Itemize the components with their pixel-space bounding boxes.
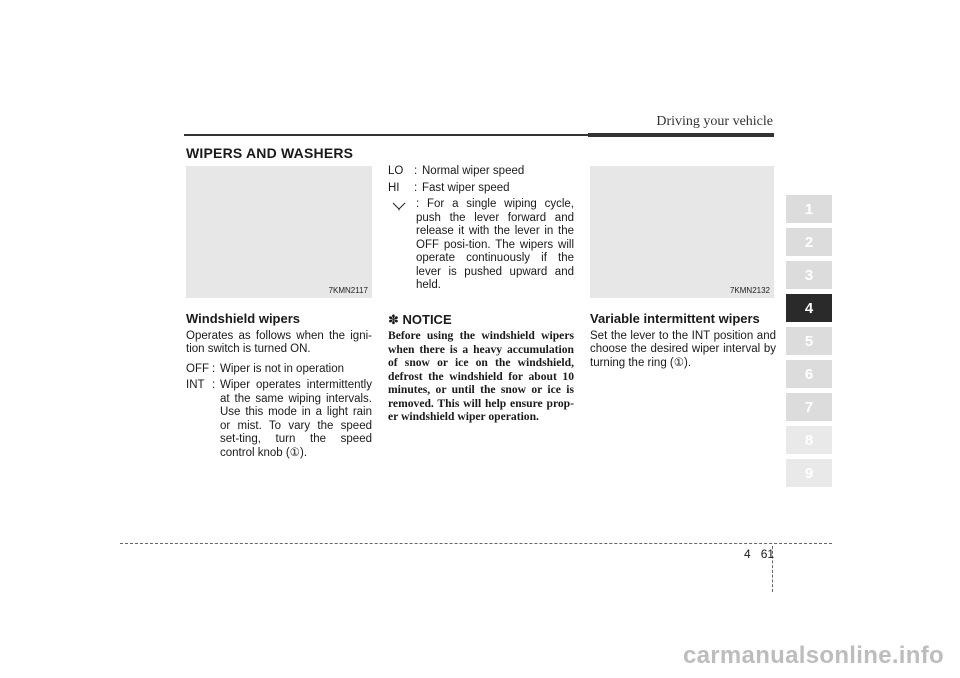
chapter-tab-5[interactable]: 5: [786, 327, 832, 355]
figure-id: 7KMN2132: [729, 286, 770, 295]
watermark: carmanualsonline.info: [682, 642, 944, 669]
item-separator: :: [414, 181, 418, 194]
list-item: [388, 182, 574, 196]
section-title: WIPERS AND WASHERS: [186, 145, 354, 161]
item-separator: :: [212, 362, 216, 375]
chapter-tab-9[interactable]: 9: [786, 459, 832, 487]
item-description: Fast wiper speed: [422, 181, 510, 194]
figure-id: 7KMN2117: [328, 286, 368, 295]
chapter-tab-3[interactable]: 3: [786, 261, 832, 289]
chapter-tab-2[interactable]: 2: [786, 228, 832, 256]
list-item: [186, 363, 372, 377]
page-number: [744, 547, 774, 561]
column-windshield-wipers: [186, 312, 372, 463]
chapter-number: 4: [744, 547, 751, 561]
item-label: OFF: [186, 362, 209, 375]
item-description: Normal wiper speed: [422, 165, 525, 177]
chapter-tab-6[interactable]: 6: [786, 360, 832, 388]
subheading: Windshield wipers: [186, 311, 301, 326]
column-wiper-modes: [388, 165, 574, 424]
mist-wiper-icon: [392, 201, 406, 211]
chapter-tab-7[interactable]: 7: [786, 393, 832, 421]
page-number-value: 61: [760, 547, 775, 561]
notice-body: Before using the windshield wipers when there is a heavy accumulation of snow or ice on the windshield, defrost the windshield for about 10 minutes, or until the snow or ice is removed. This will help ensure prop-er windshield wiper operation.: [388, 329, 574, 423]
chapter-tab-1[interactable]: 1: [786, 195, 832, 223]
wiper-figure-1: [186, 166, 372, 298]
item-separator: :: [414, 165, 418, 177]
chapter-tabs: [786, 195, 832, 492]
item-description: Wiper operates intermittently at the same wiping intervals. Use this mode in a light rain or mist. To vary the speed set-ting, turn the speed control knob (①).: [220, 379, 372, 459]
intro-paragraph: Operates as follows when the igni-tion switch is turned ON.: [186, 329, 372, 355]
item-separator: :: [212, 379, 216, 391]
chapter-tab-4[interactable]: 4: [786, 294, 832, 322]
running-header: Driving your vehicle: [656, 114, 773, 129]
chapter-tab-8[interactable]: 8: [786, 426, 832, 454]
list-item: [186, 379, 372, 460]
footer-rule: [120, 543, 832, 544]
item-label: INT: [186, 379, 205, 391]
item-description: : For a single wiping cycle, push the lever forward and release it with the lever in the OFF posi-tion. The wipers will operate continuously if the lever is pushed upward and held.: [416, 198, 574, 291]
item-label: LO: [388, 165, 404, 177]
header-rule-accent: [588, 133, 774, 137]
body-paragraph: Set the lever to the INT position and choose the desired wiper interval by turning the ring (①).: [590, 329, 776, 369]
wiper-figure-2: [590, 166, 774, 298]
list-item: [388, 165, 574, 179]
item-label: HI: [388, 181, 400, 194]
subheading: Variable intermittent wipers: [590, 311, 760, 326]
column-variable-intermittent: [590, 312, 776, 376]
item-description: Wiper is not in operation: [220, 362, 345, 375]
notice-heading: ✽ NOTICE: [388, 311, 452, 327]
list-item-mist: [388, 198, 574, 293]
